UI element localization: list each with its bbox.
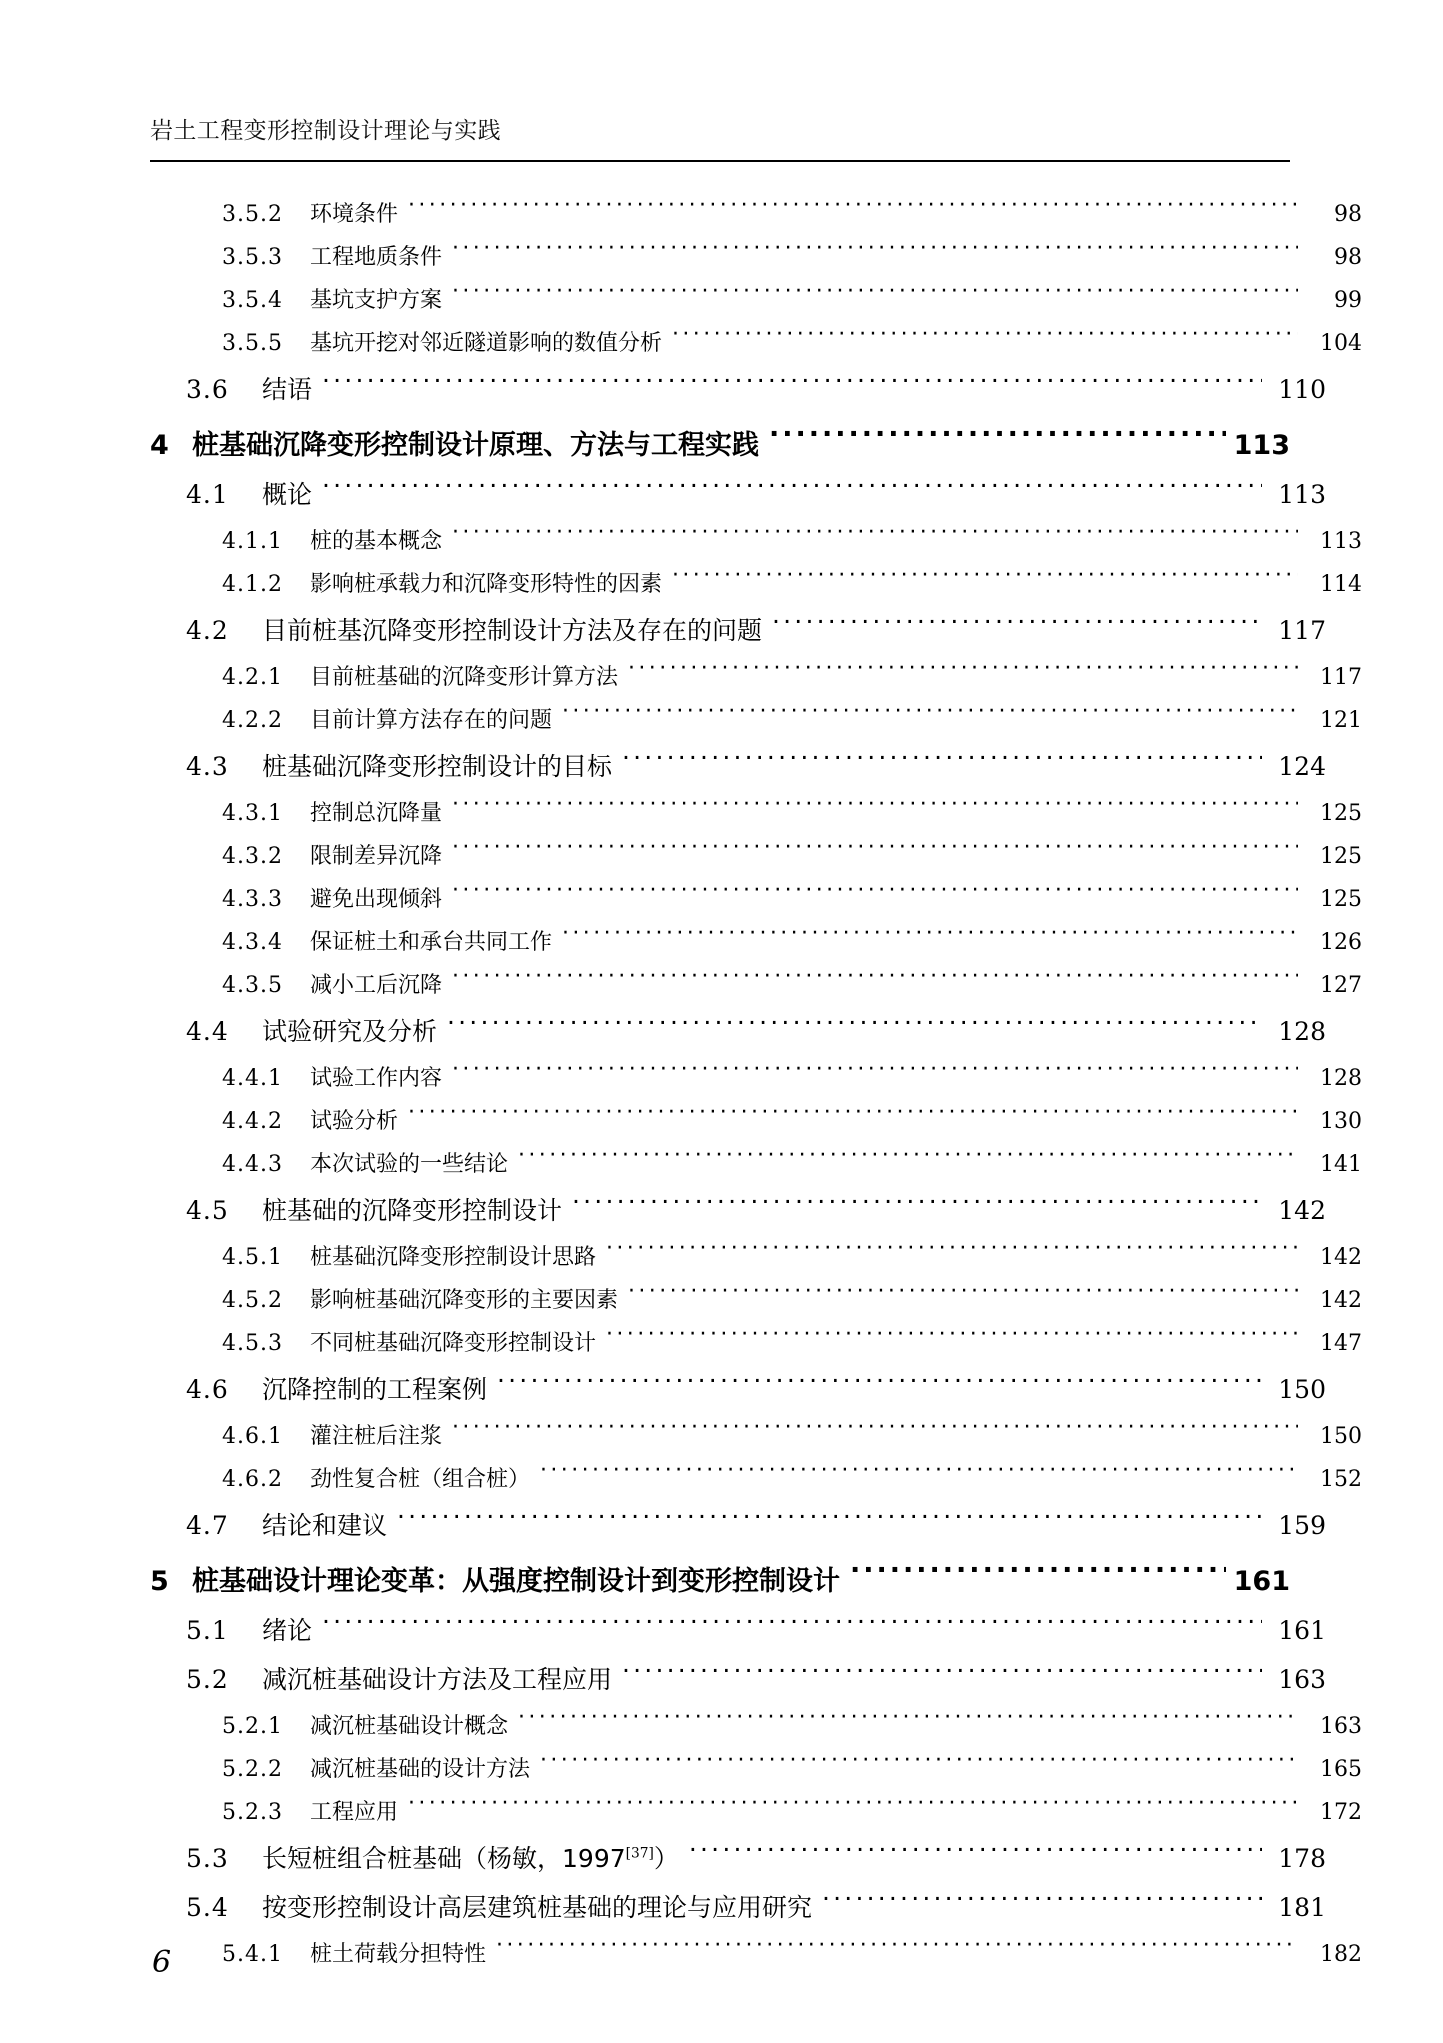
toc-leader-dots — [452, 884, 1298, 906]
toc-entry-number: 5.2.3 — [222, 1800, 283, 1825]
toc-leader-dots — [397, 1509, 1262, 1534]
toc-leader-dots — [850, 1563, 1226, 1590]
toc-entry-number: 4.1.1 — [222, 529, 283, 554]
toc-entry[interactable] — [150, 524, 1362, 555]
toc-entry[interactable] — [150, 370, 1326, 406]
toc-leader-dots — [447, 1015, 1262, 1040]
toc-entry[interactable] — [150, 283, 1362, 314]
toc-entry-title: 桩基础沉降变形控制设计的目标 — [262, 752, 613, 781]
toc-leader-dots — [452, 1421, 1298, 1443]
toc-entry-number: 4.2 — [186, 616, 229, 645]
toc-entry-title: 控制总沉降量 — [310, 801, 443, 826]
toc-entry-title: 目前桩基沉降变形控制设计方法及存在的问题 — [262, 616, 763, 645]
toc-leader-dots — [540, 1754, 1298, 1776]
toc-leader-dots — [408, 199, 1298, 221]
toc-leader-dots — [822, 1891, 1262, 1916]
toc-entry-number: 4.5.1 — [222, 1245, 283, 1270]
toc-entry-number: 4.5.3 — [222, 1331, 283, 1356]
toc-entry-page-number: 117 — [1320, 665, 1362, 690]
toc-leader-dots — [452, 1063, 1298, 1085]
running-head-title: 岩土工程变形控制设计理论与实践 — [150, 118, 501, 144]
toc-leader-dots — [518, 1149, 1298, 1171]
toc-leader-dots — [496, 1939, 1298, 1961]
toc-entry-title-tail: ） — [653, 1844, 679, 1873]
running-head — [150, 118, 1290, 162]
toc-entry-number: 5.2 — [186, 1665, 229, 1694]
toc-leader-dots — [769, 427, 1226, 454]
toc-entry-number: 4.4.2 — [222, 1109, 283, 1134]
toc-leader-dots — [322, 373, 1262, 398]
toc-entry[interactable] — [150, 1559, 1290, 1598]
toc-entry[interactable] — [150, 326, 1362, 357]
toc-leader-dots — [562, 705, 1298, 727]
toc-entry-page-number: 114 — [1320, 572, 1362, 597]
toc-entry-title: 基坑支护方案 — [310, 288, 443, 313]
toc-entry-page-number: 150 — [1320, 1424, 1362, 1449]
toc-entry-number: 4.6.1 — [222, 1424, 283, 1449]
toc-entry-title: 桩的基本概念 — [310, 529, 443, 554]
toc-leader-dots — [497, 1373, 1262, 1398]
toc-entry-number: 4 — [150, 430, 170, 461]
toc-entry[interactable] — [150, 1326, 1362, 1357]
toc-leader-dots — [672, 328, 1298, 350]
toc-entry-page-number: 128 — [1278, 1017, 1326, 1046]
toc-entry-number: 4.3.5 — [222, 973, 283, 998]
toc-entry-page-number: 178 — [1278, 1844, 1326, 1873]
toc-entry-title: 桩基础沉降变形控制设计思路 — [310, 1245, 597, 1270]
toc-entry-page-number: 182 — [1320, 1942, 1362, 1967]
toc-entry-page-number: 128 — [1320, 1066, 1362, 1091]
toc-entry-title: 桩基础沉降变形控制设计原理、方法与工程实践 — [192, 430, 759, 461]
toc-entry-number: 4.3 — [186, 752, 229, 781]
toc-leader-dots — [452, 798, 1298, 820]
toc-entry-title: 桩基础的沉降变形控制设计 — [262, 1196, 563, 1225]
toc-entry-page-number: 147 — [1320, 1331, 1362, 1356]
toc-entry[interactable] — [150, 1104, 1362, 1135]
toc-entry-page-number: 172 — [1320, 1800, 1362, 1825]
toc-leader-dots — [628, 662, 1298, 684]
toc-entry[interactable] — [150, 1506, 1326, 1542]
toc-entry[interactable] — [150, 747, 1326, 783]
toc-leader-dots — [606, 1242, 1298, 1264]
toc-leader-dots — [562, 927, 1298, 949]
toc-entry-page-number: 181 — [1278, 1893, 1326, 1922]
toc-leader-dots — [452, 526, 1298, 548]
toc-entry-title: 本次试验的一些结论 — [310, 1152, 509, 1177]
toc-entry-page-number: 113 — [1233, 430, 1290, 461]
toc-entry-number: 4.6.2 — [222, 1467, 283, 1492]
toc-entry[interactable] — [150, 567, 1362, 598]
toc-entry-title: 减沉桩基础的设计方法 — [310, 1757, 531, 1782]
toc-entry-page-number: 99 — [1334, 288, 1362, 313]
toc-entry-number: 4.5 — [186, 1196, 229, 1225]
toc-entry-title: 试验工作内容 — [310, 1066, 443, 1091]
toc-entry-title: 结论和建议 — [262, 1511, 388, 1540]
toc-entry-title: 灌注桩后注浆 — [310, 1424, 443, 1449]
toc-entry[interactable] — [150, 1370, 1326, 1406]
toc-entry-number: 4.4.3 — [222, 1152, 283, 1177]
toc-entry[interactable] — [150, 1061, 1362, 1092]
toc-leader-dots — [672, 569, 1298, 591]
toc-entry[interactable] — [150, 882, 1362, 913]
toc-entry-number: 4.3.3 — [222, 887, 283, 912]
toc-entry-title: 沉降控制的工程案例 — [262, 1375, 488, 1404]
toc-entry-page-number: 163 — [1278, 1665, 1326, 1694]
toc-entry[interactable] — [150, 475, 1326, 511]
toc-entry[interactable] — [150, 1611, 1326, 1647]
toc-entry[interactable] — [150, 423, 1290, 462]
toc-entry-title: 减沉桩基础设计方法及工程应用 — [262, 1665, 613, 1694]
toc-entry[interactable] — [150, 1795, 1362, 1826]
toc-entry-title — [262, 1839, 679, 1875]
toc-entry[interactable] — [150, 968, 1362, 999]
toc-entry-title: 减沉桩基础设计概念 — [310, 1714, 509, 1739]
toc-leader-dots — [628, 1285, 1298, 1307]
toc-entry-page-number: 113 — [1278, 480, 1326, 509]
toc-leader-dots — [408, 1797, 1298, 1819]
toc-entry-title: 结语 — [262, 375, 313, 404]
toc-leader-dots — [452, 242, 1298, 264]
toc-entry-page-number: 130 — [1320, 1109, 1362, 1134]
toc-entry[interactable] — [150, 660, 1362, 691]
toc-entry[interactable] — [150, 1888, 1326, 1924]
toc-entry-title: 环境条件 — [310, 202, 399, 227]
toc-entry[interactable] — [150, 1937, 1362, 1968]
toc-entry-number: 4.3.4 — [222, 930, 283, 955]
toc-entry-page-number: 104 — [1320, 331, 1362, 356]
toc-entry[interactable] — [150, 611, 1326, 647]
toc-entry-number: 5.4.1 — [222, 1942, 283, 1967]
toc-entry-title: 工程地质条件 — [310, 245, 443, 270]
toc-entry-number: 4.7 — [186, 1511, 229, 1540]
toc-entry-page-number: 142 — [1320, 1245, 1362, 1270]
toc-leader-dots — [540, 1464, 1298, 1486]
toc-entry-number: 4.1.2 — [222, 572, 283, 597]
running-head-rule — [150, 160, 1290, 162]
toc-entry-number: 3.5.4 — [222, 288, 283, 313]
toc-leader-dots — [772, 614, 1262, 639]
toc-entry-page-number: 142 — [1278, 1196, 1326, 1225]
toc-entry-page-number: 110 — [1278, 375, 1326, 404]
toc-entry-number: 4.2.1 — [222, 665, 283, 690]
toc-leader-dots — [452, 970, 1298, 992]
toc-entry-page-number: 161 — [1233, 1566, 1290, 1597]
toc-entry[interactable] — [150, 1752, 1362, 1783]
toc-entry[interactable] — [150, 1147, 1362, 1178]
toc-entry-page-number: 142 — [1320, 1288, 1362, 1313]
toc-entry-title: 桩基础设计理论变革：从强度控制设计到变形控制设计 — [192, 1566, 840, 1597]
toc-entry-title: 工程应用 — [310, 1800, 399, 1825]
toc-entry[interactable] — [150, 1709, 1362, 1740]
toc-entry-number: 5.4 — [186, 1893, 229, 1922]
toc-entry-number: 5.1 — [186, 1616, 229, 1645]
toc-entry-number: 4.2.2 — [222, 708, 283, 733]
toc-entry-number: 5.2.1 — [222, 1714, 283, 1739]
toc-leader-dots — [572, 1194, 1262, 1219]
toc-entry-page-number: 159 — [1278, 1511, 1326, 1540]
toc-entry-page-number: 125 — [1320, 844, 1362, 869]
toc-entry-title: 按变形控制设计高层建筑桩基础的理论与应用研究 — [262, 1893, 813, 1922]
toc-leader-dots — [452, 285, 1298, 307]
toc-entry-number: 4.1 — [186, 480, 229, 509]
toc-entry-page-number: 113 — [1320, 529, 1362, 554]
toc-entry-title: 减小工后沉降 — [310, 973, 443, 998]
toc-entry[interactable] — [150, 1240, 1362, 1271]
toc-entry-number: 4.6 — [186, 1375, 229, 1404]
toc-entry-page-number: 161 — [1278, 1616, 1326, 1645]
toc-entry[interactable] — [150, 240, 1362, 271]
toc-entry-page-number: 125 — [1320, 801, 1362, 826]
toc-entry-number: 4.4 — [186, 1017, 229, 1046]
toc-leader-dots — [622, 1663, 1262, 1688]
toc-entry-title: 影响桩基础沉降变形的主要因素 — [310, 1288, 619, 1313]
toc-leader-dots — [452, 841, 1298, 863]
toc-entry[interactable] — [150, 1839, 1326, 1875]
toc-entry[interactable] — [150, 839, 1362, 870]
toc-entry-title: 试验分析 — [310, 1109, 399, 1134]
toc-leader-dots — [322, 478, 1262, 503]
toc-entry-page-number: 165 — [1320, 1757, 1362, 1782]
toc-entry-page-number: 150 — [1278, 1375, 1326, 1404]
toc-entry-title: 基坑开挖对邻近隧道影响的数值分析 — [310, 331, 663, 356]
toc-entry-page-number: 117 — [1278, 616, 1326, 645]
toc-entry-title: 不同桩基础沉降变形控制设计 — [310, 1331, 597, 1356]
toc-entry-title: 试验研究及分析 — [262, 1017, 438, 1046]
toc-entry[interactable] — [150, 796, 1362, 827]
toc-leader-dots — [518, 1711, 1298, 1733]
toc-entry-number: 4.5.2 — [222, 1288, 283, 1313]
toc-entry-page-number: 141 — [1320, 1152, 1362, 1177]
toc-entry-title: 概论 — [262, 480, 313, 509]
toc-leader-dots — [408, 1106, 1298, 1128]
toc-entry-number: 5.2.2 — [222, 1757, 283, 1782]
page-folio: 6 — [152, 1945, 172, 1980]
toc-entry-page-number: 125 — [1320, 887, 1362, 912]
toc-entry-title: 目前计算方法存在的问题 — [310, 708, 553, 733]
toc-entry[interactable] — [150, 1283, 1362, 1314]
toc-entry-number: 4.4.1 — [222, 1066, 283, 1091]
toc-entry-page-number: 98 — [1334, 202, 1362, 227]
toc-entry-title: 绪论 — [262, 1616, 313, 1645]
toc-entry-number: 3.6 — [186, 375, 229, 404]
toc-leader-dots — [322, 1614, 1262, 1639]
toc-entry-number: 4.3.1 — [222, 801, 283, 826]
toc-entry[interactable] — [150, 1660, 1326, 1696]
toc-entry-page-number: 126 — [1320, 930, 1362, 955]
toc-entry-page-number: 121 — [1320, 708, 1362, 733]
toc-entry-reference-superscript: [37] — [625, 1845, 654, 1862]
toc-entry-title: 避免出现倾斜 — [310, 887, 443, 912]
toc-leader-dots — [689, 1842, 1262, 1867]
toc-entry-number: 3.5.5 — [222, 331, 283, 356]
toc-entry-title: 桩土荷载分担特性 — [310, 1942, 487, 1967]
toc-leader-dots — [606, 1328, 1298, 1350]
toc-entry-number: 4.3.2 — [222, 844, 283, 869]
toc-entry-title: 目前桩基础的沉降变形计算方法 — [310, 665, 619, 690]
toc-entry-list — [150, 185, 1362, 1980]
toc-entry[interactable] — [150, 1462, 1362, 1493]
toc-entry-page-number: 127 — [1320, 973, 1362, 998]
toc-entry-number: 5.3 — [186, 1844, 229, 1873]
toc-entry-title: 劲性复合桩（组合桩） — [310, 1467, 531, 1492]
toc-entry[interactable] — [150, 1012, 1326, 1048]
toc-entry-page-number: 124 — [1278, 752, 1326, 781]
toc-entry-title: 保证桩土和承台共同工作 — [310, 930, 553, 955]
toc-entry[interactable] — [150, 925, 1362, 956]
toc-entry-page-number: 163 — [1320, 1714, 1362, 1739]
toc-entry[interactable] — [150, 197, 1362, 228]
toc-entry-page-number: 98 — [1334, 245, 1362, 270]
toc-entry-number: 3.5.2 — [222, 202, 283, 227]
toc-entry-title: 限制差异沉降 — [310, 844, 443, 869]
toc-entry[interactable] — [150, 1191, 1326, 1227]
toc-entry-title-text: 长短桩组合桩基础（杨敏，1997 — [262, 1844, 626, 1873]
toc-entry-page-number: 152 — [1320, 1467, 1362, 1492]
toc-entry-title: 影响桩承载力和沉降变形特性的因素 — [310, 572, 663, 597]
toc-entry[interactable] — [150, 703, 1362, 734]
toc-leader-dots — [622, 750, 1262, 775]
toc-entry[interactable] — [150, 1419, 1362, 1450]
toc-entry-number: 5 — [150, 1566, 170, 1597]
toc-entry-number: 3.5.3 — [222, 245, 283, 270]
